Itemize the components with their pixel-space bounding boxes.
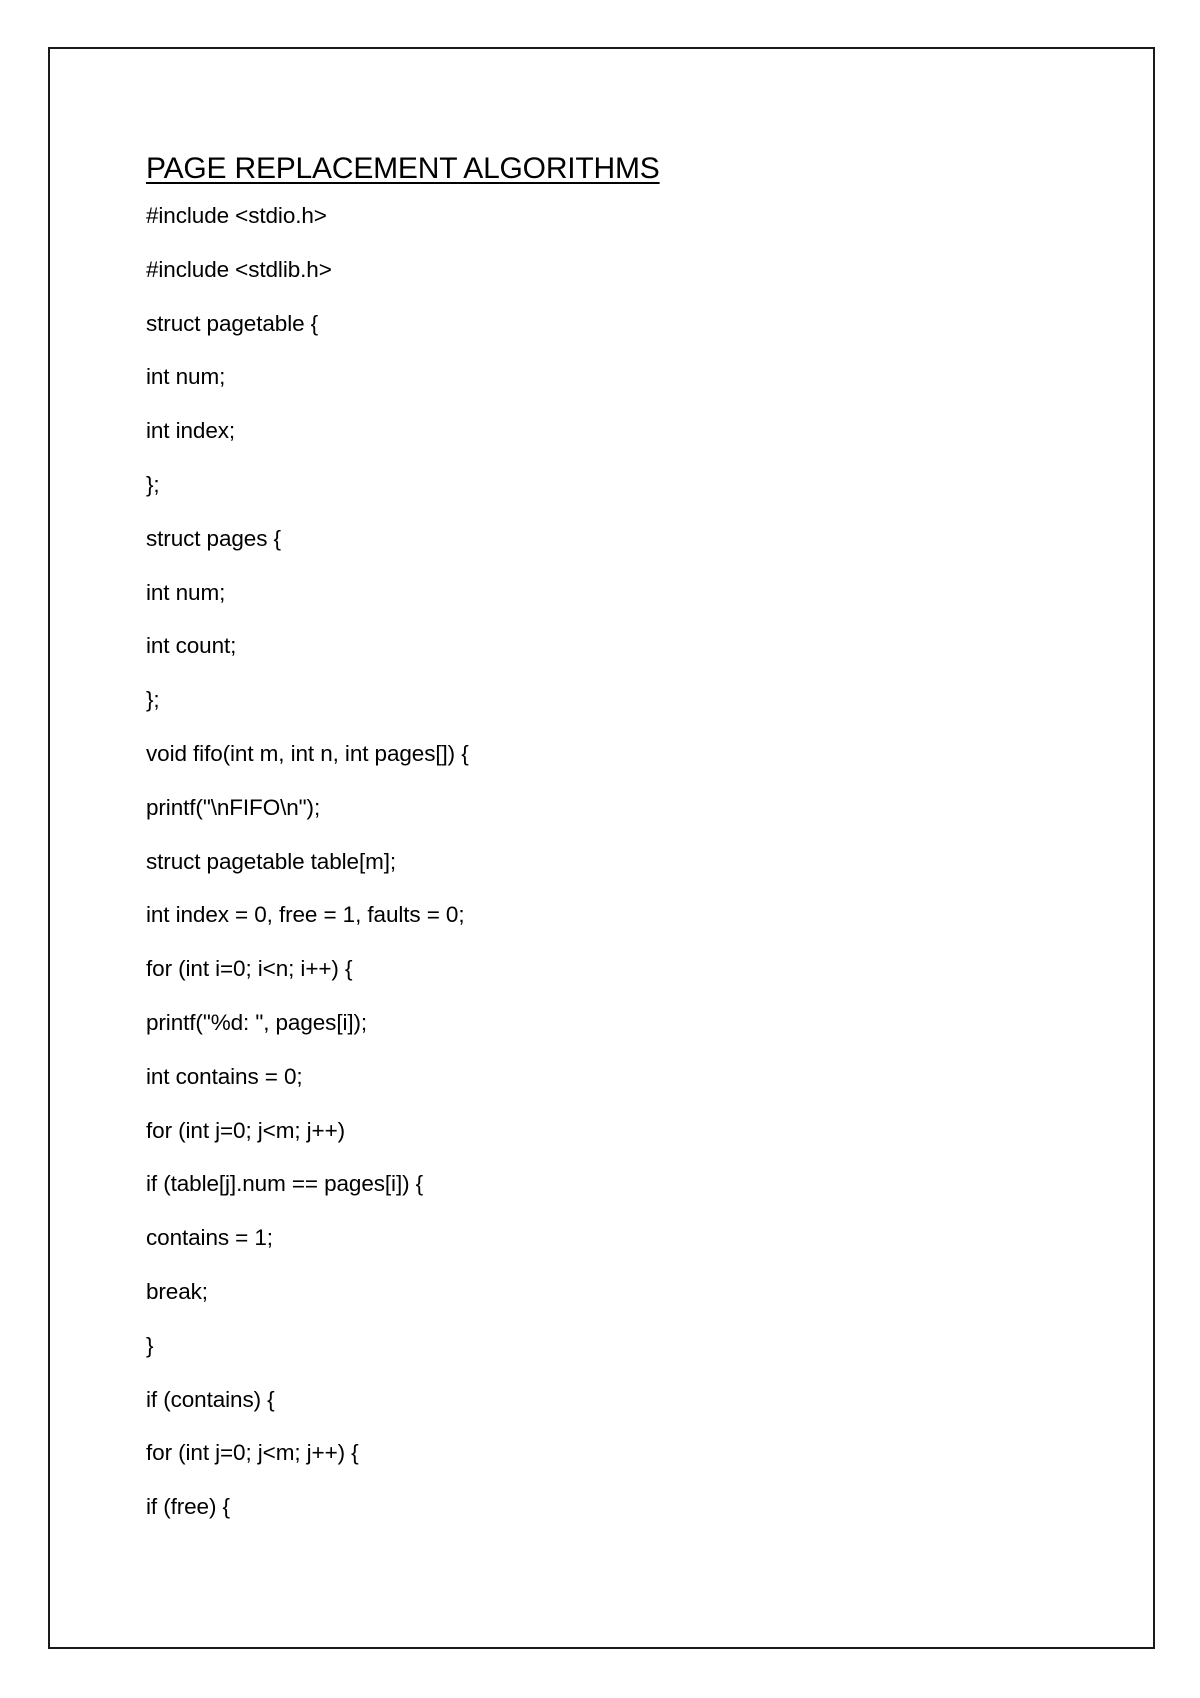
code-line: if (free) { xyxy=(146,1494,230,1520)
code-line: for (int i=0; i<n; i++) { xyxy=(146,956,353,982)
code-listing xyxy=(146,201,1126,1546)
code-line: printf("%d: ", pages[i]); xyxy=(146,1009,368,1035)
code-line: contains = 1; xyxy=(146,1225,273,1251)
code-line: if (contains) { xyxy=(146,1386,275,1412)
code-line: int num; xyxy=(146,579,226,605)
code-line: if (table[j].num == pages[i]) { xyxy=(146,1171,424,1197)
code-line: }; xyxy=(146,471,160,497)
code-line: break; xyxy=(146,1278,208,1304)
code-line: #include <stdlib.h> xyxy=(146,256,332,282)
code-line: int contains = 0; xyxy=(146,1063,303,1089)
code-line: for (int j=0; j<m; j++) { xyxy=(146,1440,359,1466)
document-content xyxy=(146,148,1126,1546)
code-line: } xyxy=(146,1332,154,1358)
page-title: PAGE REPLACEMENT ALGORITHMS xyxy=(146,152,660,185)
code-line: int count; xyxy=(146,633,237,659)
code-line: struct pages { xyxy=(146,525,281,551)
code-line: void fifo(int m, int n, int pages[]) { xyxy=(146,740,469,766)
code-line: for (int j=0; j<m; j++) xyxy=(146,1117,346,1143)
code-line: int index = 0, free = 1, faults = 0; xyxy=(146,902,465,928)
code-line: int index; xyxy=(146,418,236,444)
code-line: #include <stdio.h> xyxy=(146,203,327,228)
code-line: }; xyxy=(146,687,160,713)
code-line: int num; xyxy=(146,364,226,390)
code-line: struct pagetable table[m]; xyxy=(146,848,397,874)
code-line: struct pagetable { xyxy=(146,310,319,336)
code-line: printf("\nFIFO\n"); xyxy=(146,794,321,820)
